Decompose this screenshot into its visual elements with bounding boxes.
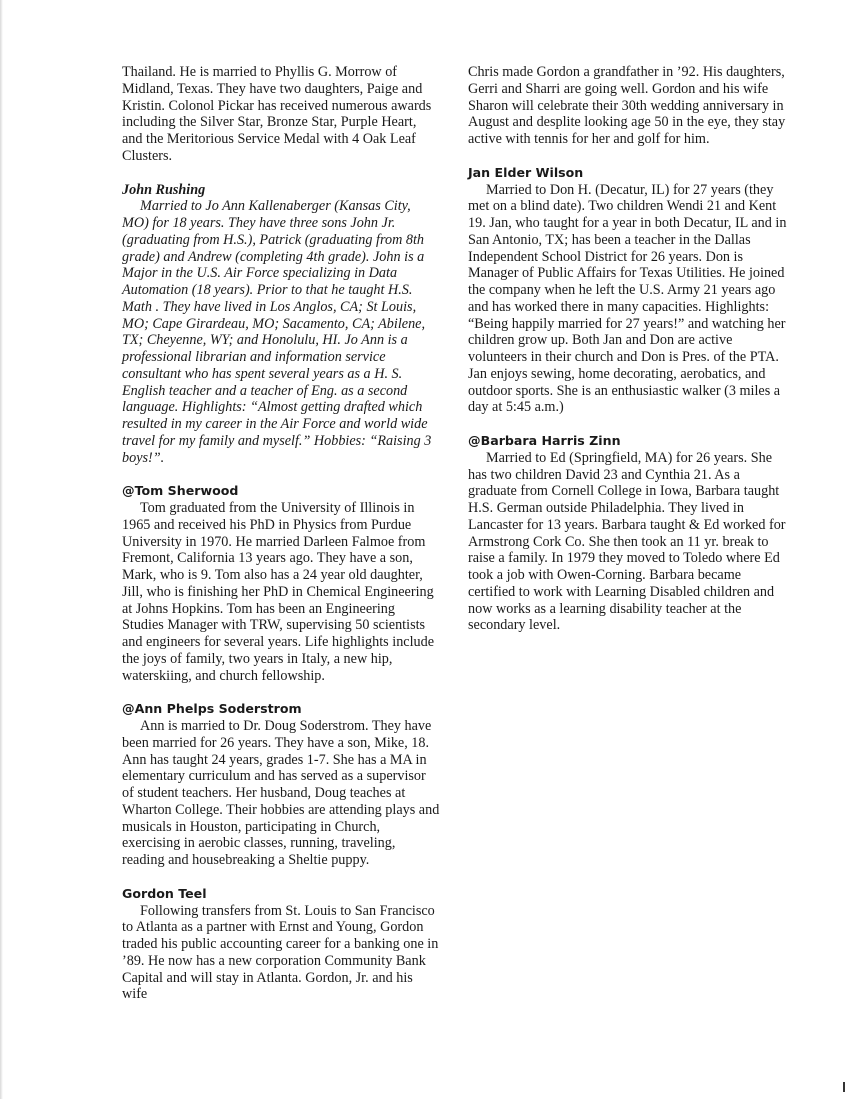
pickar-entry-continued: Thailand. He is married to Phyllis G. Morrow of Midland, Texas. They have two daughters, Paige and Kristin. Colonol Pickar has received numerous awards including the Silver Star, Bronze Star, Purple Heart, and the Meritorious Service Medal with 4 Oak Leaf Clusters.	[122, 64, 432, 164]
entry-text: Ann is married to Dr. Doug Soderstrom. They have been married for 26 years. They have a son, Mike, 18. Ann has taught 24 years, grades 1-7. She has a MA in elementary curriculum and has served as a supervisor of student teachers. Her husband, Doug teaches at Wharton College. Their hobbies are attending plays and musicals in Houston, participating in Church, exercising in aerobic classes, running, traveling, reading and housebreaking a Sheltie puppy.	[122, 718, 440, 868]
entry-gordon-teel	[122, 886, 440, 1003]
scan-edge	[0, 0, 3, 1099]
entry-text: Tom graduated from the University of Illinois in 1965 and received his PhD in Physics from Purdue University in 1970. He married Darleen Falmoe from Fremont, California 13 years ago. They have a son, Mark, who is 9. Tom also has a 24 year old daughter, Jill, who is finishing her PhD in Chemical Engineering at Johns Hopkins. Tom has been an Engineering Studies Manager with TRW, supervising 50 scientists and engineers for several years. Life highlights include the joys of family, two years in Italy, a new hip, waterskiing, and church fellowship.	[122, 500, 435, 684]
entry-text: Following transfers from St. Louis to San Francisco to Atlanta as a partner with Ernst and Young, Gordon traded his public accounting career for a banking one in ’89. He now has a new corporation Community Bank Capital and will stay in Atlanta. Gordon, Jr. and his wife	[122, 902, 439, 1003]
entry-name: Jan Elder Wilson	[468, 164, 584, 180]
entry-name: John Rushing	[122, 181, 206, 198]
entry-name: @Barbara Harris Zinn	[468, 433, 621, 448]
left-column	[122, 64, 440, 1003]
entry-john-rushing	[122, 182, 440, 467]
entry-barbara-harris-zinn	[468, 433, 788, 634]
entry-name: @Tom Sherwood	[122, 483, 239, 499]
entry-name: @Ann Phelps Soderstrom	[122, 701, 302, 717]
entry-text: Married to Don H. (Decatur, IL) for 27 years (they met on a blind date). Two children Wendi 21 and Kent 19. Jan, who taught for a year in both Decatur, IL and in San Antonio, TX; has been a teacher in the Dallas Independent School District for 26 years. Don is Manager of Public Affairs for Texas Utilities. He joined the company when he left the U.S. Army 21 years ago and has worked there in many capacities. Highlights: “Being happily married for 27 years!” and watching her children grow up. Both Jan and Don are active volunteers in their church and Don is Pres. of the PTA. Jan enjoys sewing, home decorating, aerobatics, and outdoor sports. She is an enthusiastic walker (3 miles a day at 5:45 a.m.)	[468, 181, 787, 416]
entry-jan-elder-wilson	[468, 165, 788, 416]
teel-entry-continued: Chris made Gordon a grandfather in ’92. His daughters, Gerri and Sharri are going well. Gordon and his wife Sharon will celebrate their 30th wedding anniversary in August and desplite looking age 50 in the eye, they stay active with tennis for her and golf for him.	[468, 64, 786, 147]
right-column	[468, 64, 788, 634]
entry-name: Gordon Teel	[122, 885, 207, 901]
entry-text: Married to Jo Ann Kallenaberger (Kansas City, MO) for 18 years. They have three sons John Jr. (graduating from H.S.), Patrick (graduating from 8th grade) and Andrew (completing 4th grade). John is a Major in the U.S. Air Force specializing in Data Automation (18 years). Prior to that he taught H.S. Math . They have lived in Los Anglos, CA; St Louis, MO; Cape Girardeau, MO; Sacamento, CA; Abilene, TX; Cheyenne, WY; and Honolulu, HI. Jo Ann is a professional librarian and information service consultant who has spent several years as a H. S. English teacher and a teacher of Eng. as a second language. Highlights: “Almost getting drafted which resulted in my career in the Air Force and world wide travel for my family and myself.” Hobbies: “Raising 3 boys!”.	[122, 198, 432, 466]
entry-ann-phelps-soderstrom	[122, 701, 440, 869]
entry-tom-sherwood	[122, 483, 440, 684]
scan-mark	[843, 1082, 845, 1092]
entry-text: Married to Ed (Springfield, MA) for 26 years. She has two children David 23 and Cynthia 21. As a graduate from Cornell College in Iowa, Barbara taught H.S. German outside Philadelphia. They lived in Lancaster for 13 years. Barbara taught & Ed worked for Armstrong Cork Co. She then took an 11 yr. break to raise a family. In 1979 they moved to Toledo where Ed took a job with Owen-Corning. Barbara became certified to work with Learning Disabled children and now works as a learning disability teacher at the secondary level.	[468, 449, 786, 634]
